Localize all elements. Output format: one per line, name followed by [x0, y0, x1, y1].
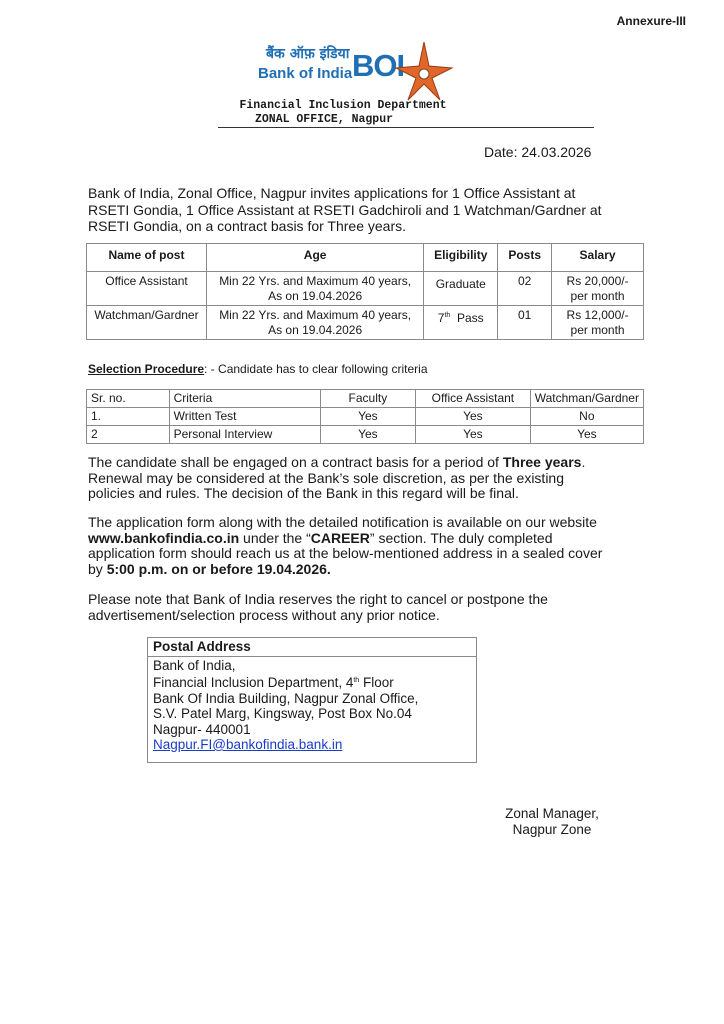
header-cell: Posts	[498, 244, 552, 272]
table-row	[87, 408, 644, 426]
cell: Yes	[416, 408, 531, 426]
post-age: Min 22 Yrs. and Maximum 40 years, As on 19.04.2026	[206, 306, 423, 340]
header-cell: Sr. no.	[87, 390, 170, 408]
post-eligibility: Graduate	[424, 272, 498, 306]
cell: Written Test	[169, 408, 320, 426]
header-cell: Eligibility	[424, 244, 498, 272]
department-name: Financial Inclusion Department	[239, 99, 447, 112]
application-paragraph: The application form along with the detailed notification is available on our website www.bankofindia.co.in under the “CAREER” section. The duly completed application form should reach us at the below-mentioned address in a sealed cover by 5:00 p.m. on or before 19.04.2026.	[88, 514, 603, 577]
header-cell: Watchman/Gardner	[530, 390, 643, 408]
intro-paragraph: Bank of India, Zonal Office, Nagpur invites applications for 1 Office Assistant at RSETI Gondia, 1 Office Assistant at RSETI Gadchiroli and 1 Watchman/Gardner at RSETI Gondia, on a contract basis for Three years.	[88, 185, 602, 234]
cell: Yes	[530, 426, 643, 444]
signatory-zone: Nagpur Zone	[512, 821, 592, 837]
header-cell: Name of post	[87, 244, 207, 272]
bank-logo	[258, 42, 458, 102]
post-count: 02	[498, 272, 552, 306]
post-eligibility: 7th Pass	[424, 306, 498, 340]
cell: No	[530, 408, 643, 426]
cell: 2	[87, 426, 170, 444]
post-name: Office Assistant	[87, 272, 207, 306]
annexure-label: Annexure-III	[616, 14, 686, 28]
signatory-title: Zonal Manager,	[505, 806, 599, 821]
postal-address-box	[147, 637, 477, 763]
email-link[interactable]: Nagpur.FI@bankofindia.bank.in	[153, 737, 343, 752]
post-salary: Rs 20,000/- per month	[552, 272, 644, 306]
logo-bank-name: Bank of India	[258, 65, 353, 82]
header-divider	[218, 127, 594, 128]
post-age: Min 22 Yrs. and Maximum 40 years, As on 19.04.2026	[206, 272, 423, 306]
table-row	[87, 426, 644, 444]
contract-paragraph: The candidate shall be engaged on a contract basis for a period of Three years. Renewal may be considered at the Bank’s sole discretion, as per the existing policies and rules. The decision of the Bank in this regard will be final.	[88, 454, 586, 501]
logo-hindi-text: बैंक ऑफ़ इंडिया	[266, 46, 350, 62]
signature-block	[497, 806, 607, 837]
post-count: 01	[498, 306, 552, 340]
cell: Yes	[320, 408, 415, 426]
cell: 1.	[87, 408, 170, 426]
table-row	[87, 306, 644, 340]
notice-date: Date: 24.03.2026	[484, 144, 592, 160]
header-cell: Age	[206, 244, 423, 272]
postal-address-body: Bank of India, Financial Inclusion Department, 4th Floor Bank Of India Building, Nagpur Zonal Office, S.V. Patel Marg, Kingsway, Post Box No.04 Nagpur- 440001 Nagpur.FI@bankofindia.bank.in	[153, 657, 419, 752]
header-cell: Office Assistant	[416, 390, 531, 408]
selection-procedure: Selection Procedure: - Candidate has to clear following criteria	[88, 362, 428, 376]
table-row	[87, 272, 644, 306]
cell: Yes	[416, 426, 531, 444]
header-cell: Criteria	[169, 390, 320, 408]
post-salary: Rs 12,000/- per month	[552, 306, 644, 340]
posts-table	[86, 243, 644, 340]
header-cell: Salary	[552, 244, 644, 272]
postal-address-title: Postal Address	[148, 638, 476, 657]
cell: Yes	[320, 426, 415, 444]
cell: Personal Interview	[169, 426, 320, 444]
post-name: Watchman/Gardner	[87, 306, 207, 340]
website-link[interactable]: www.bankofindia.co.in	[88, 529, 240, 546]
selection-procedure-label: Selection Procedure	[88, 362, 205, 376]
criteria-table-header	[87, 390, 644, 408]
notice-paragraph: Please note that Bank of India reserves the right to cancel or postpone the advertisement/selection process without any prior notice.	[88, 591, 548, 623]
posts-table-header	[87, 244, 644, 272]
star-icon	[394, 42, 454, 102]
logo-boi-mark: BOI	[352, 48, 405, 83]
header-cell: Faculty	[320, 390, 415, 408]
office-name: ZONAL OFFICE, Nagpur	[254, 113, 394, 126]
criteria-table	[86, 389, 644, 444]
